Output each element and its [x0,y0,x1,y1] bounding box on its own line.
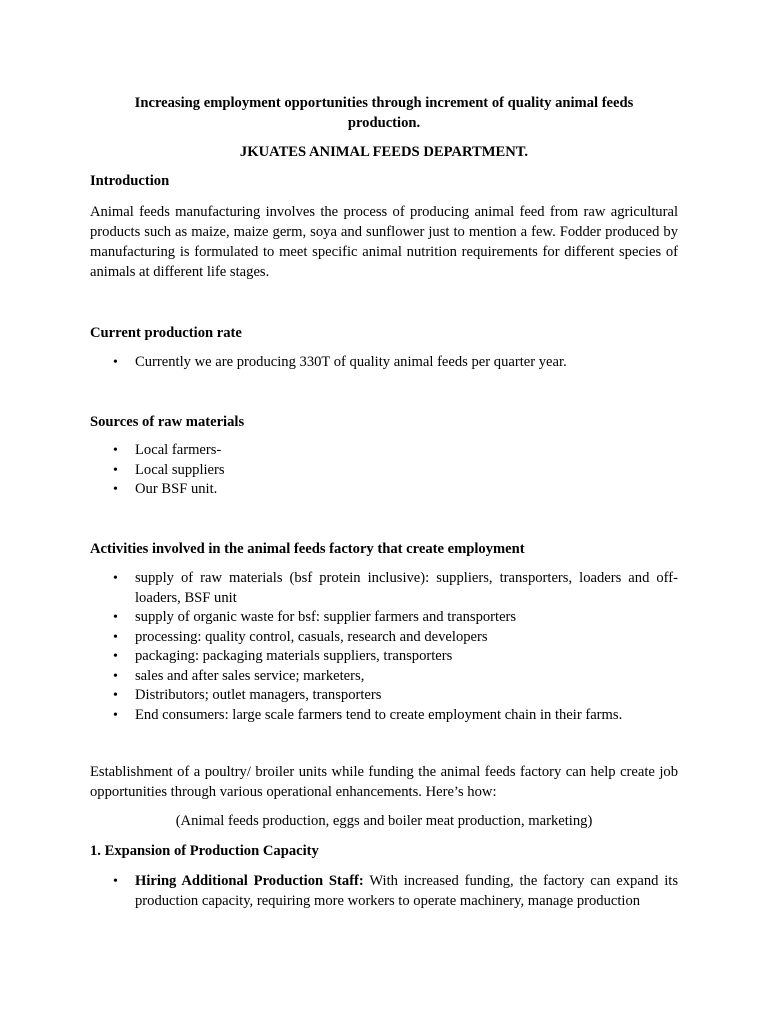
bullet-icon: • [113,355,118,370]
bullet-icon: • [113,668,118,684]
bullet-icon: • [113,874,118,889]
document-title: Increasing employment opportunities through increment of quality animal feeds production. [134,95,634,131]
activities-heading: Activities involved in the animal feeds factory that create employment [90,541,525,557]
list-item: • Our BSF unit. [90,480,678,500]
bullet-icon: • [113,443,118,458]
introduction-heading: Introduction [90,173,170,189]
activities-list [90,569,678,725]
bullet-icon: • [113,462,118,478]
bullet-icon: • [113,707,118,723]
list-item: • Hiring Additional Production Staff: With increased funding, the factory can expand its production capacity, requiring more workers to operate machinery, manage production [113,873,679,909]
list-item: • End consumers: large scale farmers tend to create employment chain in their farms. [90,706,678,726]
bullet-icon: • [113,610,118,625]
expansion-heading: 1. Expansion of Production Capacity [90,843,319,859]
department-name: JKUATES ANIMAL FEEDS DEPARTMENT. [239,144,529,160]
bullet-icon: • [113,649,118,664]
list-item: • Distributors; outlet managers, transporters [90,686,678,706]
production-rate-heading: Current production rate [90,325,242,341]
list-item: • processing: quality control, casuals, research and developers [90,628,678,648]
raw-materials-list [90,441,678,500]
list-item: • packaging: packaging materials suppliers, transporters [90,647,678,667]
list-item: • Local farmers- [90,441,678,461]
expansion-list [90,872,678,911]
list-item: • Currently we are producing 330T of quality animal feeds per quarter year. [90,353,678,373]
bullet-icon: • [113,629,118,645]
introduction-paragraph: Animal feeds manufacturing involves the process of producing animal feed from raw agricultural products such as maize, maize germ, soya and sunflower just to mention a few. Fodder produced by manufacturing is formulated to meet specific animal nutrition requirements for different species of animals at different life stages. [90,204,678,280]
bullet-icon: • [113,688,118,703]
raw-materials-heading: Sources of raw materials [90,414,245,430]
establishment-note: (Animal feeds production, eggs and boiler meat production, marketing) [175,813,593,829]
list-item: • supply of raw materials (bsf protein inclusive): suppliers, transporters, loaders and off-loaders, BSF unit [113,570,678,606]
list-item: • sales and after sales service; marketers, [90,667,678,687]
list-item: • Local suppliers [90,461,678,481]
production-rate-list [90,353,678,373]
establishment-paragraph: Establishment of a poultry/ broiler units while funding the animal feeds factory can help create job opportunities through various operational enhancements. Here’s how: [90,764,678,800]
bullet-icon: • [113,571,118,586]
list-item: • supply of organic waste for bsf: supplier farmers and transporters [90,608,678,628]
bullet-icon: • [113,482,118,497]
